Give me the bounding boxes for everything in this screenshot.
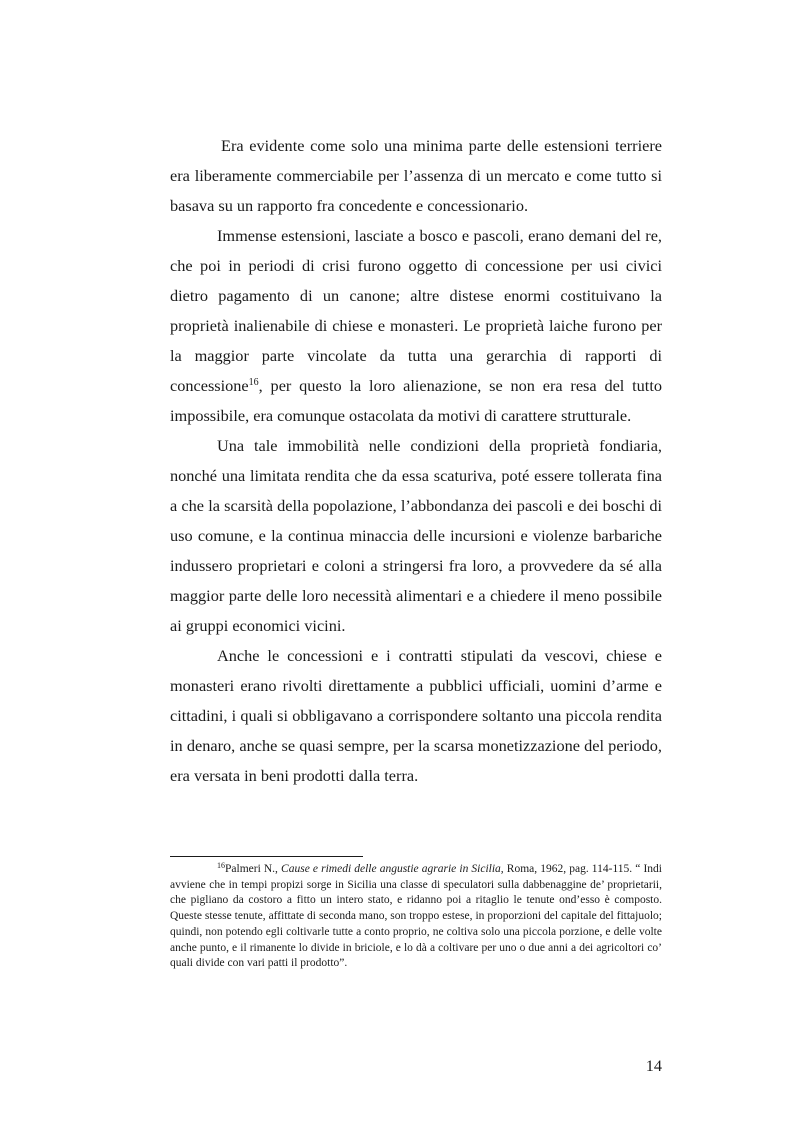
page-number: 14 (645, 1056, 662, 1075)
paragraph-3: Una tale immobilità nelle condizioni della proprietà fondiaria, nonché una limitata rendita che da essa scaturiva, poté essere tollerata fina a che la scarsità della popolazione, l’abbondanza dei pascoli e dei boschi di uso comune, e la continua minaccia delle incursioni e violenze barbariche indussero proprietari e coloni a stringersi fra loro, a provvedere da sé alla maggior parte delle loro necessità alimentari e a chiedere il meno possibile ai gruppi economici vicini. (170, 436, 662, 635)
footnote-citation: Roma, 1962, pag. 114-115. “ Indi avviene che in tempi propizi sorge in Sicilia una classe di speculatori sulla dabbenaggine de’ proprietarii, che pigliano da costoro a fitto un intero stato, e ridanno poi a ritaglio le tenute ond’esso è composto. Queste stesse tenute, affittate di seconda mano, son troppo estese, in proporzioni del capitale del fittajuolo; quindi, non potendo egli coltivarle tutte a conto proprio, ne coltiva solo una piccola porzione, e delle volte anche punto, e il rimanente lo divide in briciole, e lo dà a coltivare per uno o due anni a dei agricoltori co’ quali divide con vari patti il prodotto”. (170, 863, 662, 970)
footnote-separator (170, 856, 363, 857)
footnote-text (170, 862, 662, 972)
paragraph-2-text-b: , per questo la loro alienazione, se non era resa del tutto impossibile, era comunque ostacolata da motivi di carattere strutturale. (170, 376, 662, 425)
footnote (170, 862, 662, 972)
paragraph-2 (170, 221, 662, 431)
paragraph-2-text-a: Immense estensioni, lasciate a bosco e pascoli, erano demani del re, che poi in periodi di crisi furono oggetto di concessione per usi civici dietro pagamento di un canone; altre distese enormi costituivano la proprietà inalienabile di chiese e monasteri. Le proprietà laiche furono per la maggior parte vincolate da tutta una gerarchia di rapporti di concessione (170, 226, 662, 395)
paragraph-1: Era evidente come solo una minima parte delle estensioni terriere era liberamente commerciabile per l’assenza di un mercato e come tutto si basava su un rapporto fra concedente e concessionario. (170, 136, 662, 215)
main-text (170, 131, 662, 791)
footnote-title: Cause e rimedi delle angustie agrarie in Sicilia, (281, 863, 504, 875)
footnote-marker: 16 (217, 861, 225, 870)
footnote-author: Palmeri N., (225, 863, 282, 875)
footnote-reference[interactable]: 16 (248, 377, 259, 388)
paragraph-4: Anche le concessioni e i contratti stipulati da vescovi, chiese e monasteri erano rivolti direttamente a pubblici ufficiali, uomini d’arme e cittadini, i quali si obbligavano a corrispondere soltanto una piccola rendita in denaro, anche se quasi sempre, per la scarsa monetizzazione del periodo, era versata in beni prodotti dalla terra. (170, 646, 662, 785)
